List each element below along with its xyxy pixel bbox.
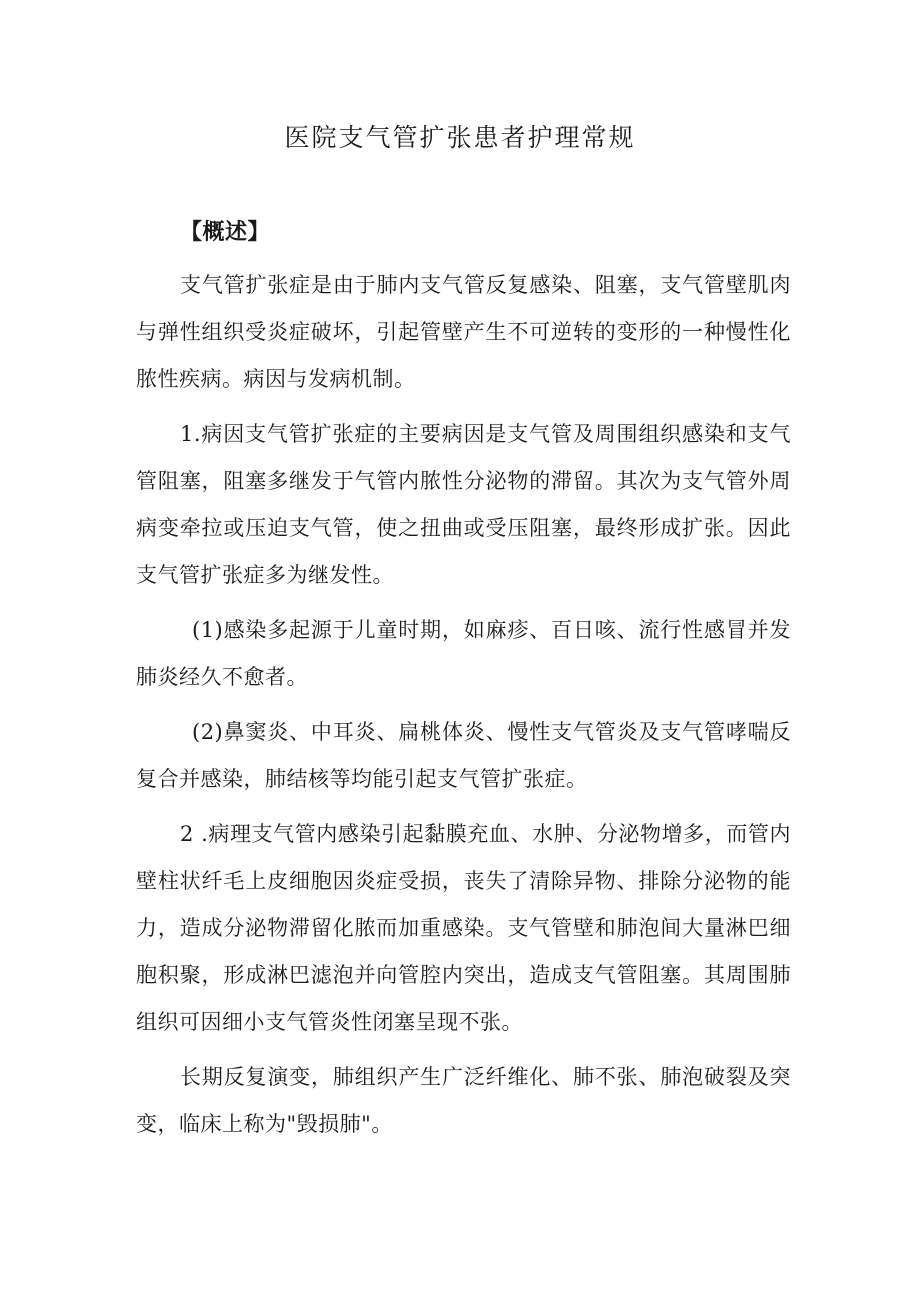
- document-title: 医院支气管扩张患者护理常规: [284, 123, 636, 152]
- paragraph-infection: (1)感染多起源于儿童时期，如麻疹、百日咳、流行性感冒并发肺炎经久不愈者。: [136, 618, 791, 689]
- paragraph-definition: 支气管扩张症是由于肺内支气管反复感染、阻塞，支气管壁肌肉与弹性组织受炎症破坏，引起管壁产生不可逆转的变形的一种慢性化脓性疾病。病因与发病机制。: [136, 273, 791, 391]
- section-heading-overview: 【概述】: [180, 219, 271, 245]
- paragraph-pathology: 2 .病理支气管内感染引起黏膜充血、水肿、分泌物增多，而管内壁柱状纤毛上皮细胞因炎症受损，丧失了清除异物、排除分泌物的能力，造成分泌物滞留化脓而加重感染。支气管壁和肺泡间大量淋巴细胞积聚，形成淋巴滤泡并向管腔内突出，造成支气管阻塞。其周围肺组织可因细小支气管炎性闭塞呈现不张。: [136, 822, 791, 1034]
- paragraph-destroyed-lung: 长期反复演变，肺组织产生广泛纤维化、肺不张、肺泡破裂及突变，临床上称为"毁损肺"。: [136, 1065, 791, 1136]
- paragraph-sinusitis: (2)鼻窦炎、中耳炎、扁桃体炎、慢性支气管炎及支气管哮喘反复合并感染，肺结核等均能引起支气管扩张症。: [136, 720, 791, 791]
- paragraph-etiology: 1.病因支气管扩张症的主要病因是支气管及周围组织感染和支气管阻塞，阻塞多继发于气管内脓性分泌物的滞留。其次为支气管外周病变牵拉或压迫支气管，使之扭曲或受压阻塞，最终形成扩张。因此支气管扩张症多为继发性。: [136, 422, 791, 587]
- document-body: [136, 210, 791, 1156]
